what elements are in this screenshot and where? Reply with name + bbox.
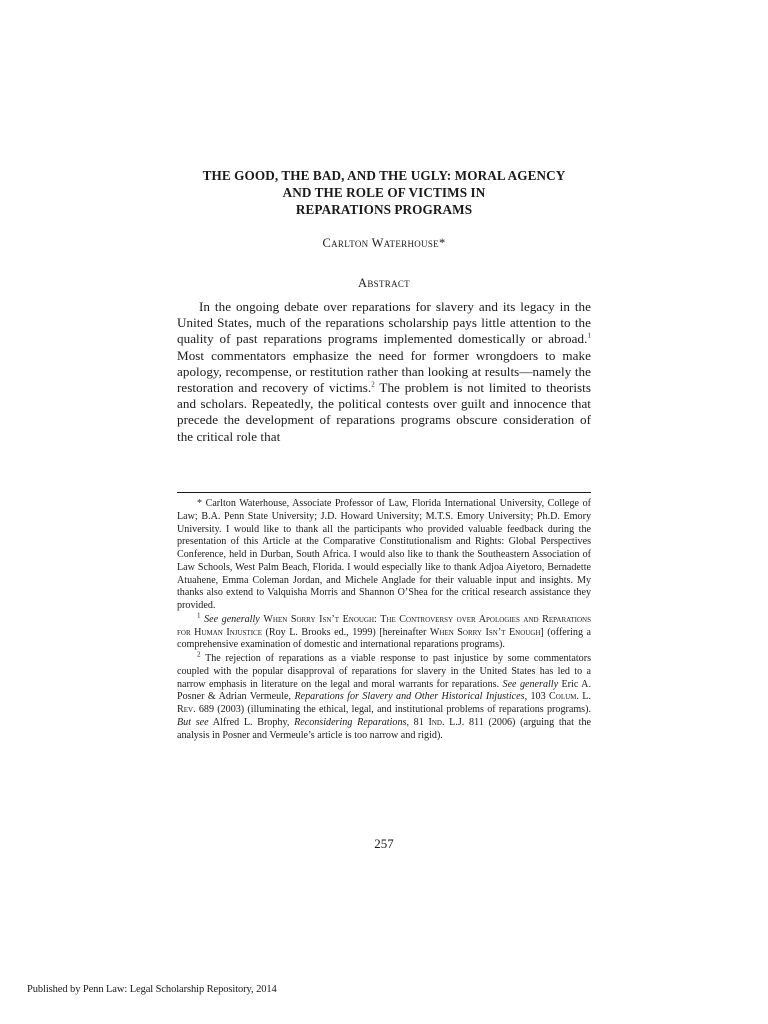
abstract-heading: Abstract [358, 276, 410, 290]
footnote-2-signal-1: See generally [502, 678, 559, 690]
footnote-2-text-g: 811 (2006) (arguing that the analysis in Posner and Vermeule’s article is too narrow and rigid). [177, 716, 591, 741]
footnote-ref-2[interactable]: 2 [371, 380, 375, 389]
page-number: 257 [374, 836, 394, 851]
footnote-2-article-1: Reparations for Slavery and Other Historical Injustices [294, 691, 525, 703]
footnote-star: * Carlton Waterhouse, Associate Professor of Law, Florida International University, College of Law; B.A. Penn State University; J.D. Howard University; M.T.S. Emory University; Ph.D. Emory University. I would like to thank all the participants who provided valuable feedback during the presentation of this Article at the Comparative Constitutionalism and Rights: Global Perspectives Conference, held in Durban, South Africa. I would also like to thank the Southeastern Association of Law Schools, West Palm Beach, Florida. I would especially like to thank Adjoa Aiyetoro, Bernadette Atuahene, Emma Coleman Jordan, and Michele Anglade for their valuable input and insights. My thanks also extend to Valquisha Morris and Shannon O’Shea for the critical research assistance they provided. [177, 498, 591, 611]
footnote-2-text-f: , 81 [406, 716, 429, 728]
footnote-1-short-title: When Sorry Isn’t Enough [429, 626, 541, 638]
footnote-2-journal-1: Colum. L. Rev. [177, 691, 591, 715]
footnote-2-article-2: Reconsidering Reparations [294, 716, 407, 728]
footnote-2 [177, 650, 591, 742]
footnote-2-text-a: The rejection of reparations as a viable response to past injustice by some commentators coupled with the popular disapproval of reparations for slavery in the United States has led to a narrow emphasis in literature on the legal and moral warrants for reparations. [177, 653, 591, 690]
footnote-divider [177, 492, 591, 493]
footnotes [177, 498, 591, 743]
abstract-paragraph [177, 299, 591, 445]
title-line-2: AND THE ROLE OF VICTIMS IN [282, 185, 486, 200]
footnote-1-parenthetical: ] (offering a comprehensive examination of domestic and international reparations programs). [177, 626, 591, 651]
footnote-1-signal: See generally [204, 613, 260, 625]
footnote-2-text-b: Eric A. Posner & Adrian Vermeule, [177, 678, 591, 703]
publisher-footer: Published by Penn Law: Legal Scholarship Repository, 2014 [27, 984, 277, 995]
article-title [150, 167, 618, 218]
footnote-1-book-title: When Sorry Isn’t Enough: The Controversy over Apologies and Reparations for Human Injustice [177, 613, 592, 638]
footnote-1-text: (Roy L. Brooks ed., 1999) [hereinafter [261, 626, 430, 638]
footnote-2-signal-2: But see [177, 716, 209, 728]
footnote-2-text-c: , 103 [524, 691, 550, 703]
abstract-text-1: In the ongoing debate over reparations for slavery and its legacy in the United States, much of the reparations scholarship pays little attention to the quality of past reparations programs implemented domestically or abroad. [177, 299, 591, 347]
author-name: Carlton Waterhouse* [322, 236, 446, 250]
footnote-2-number: 2 [197, 650, 201, 659]
footnote-2-text-e: Alfred L. Brophy, [208, 716, 295, 728]
footnote-2-text-d: 689 (2003) (illuminating the ethical, legal, and institutional problems of reparations programs). [195, 704, 591, 715]
title-line-1: THE GOOD, THE BAD, AND THE UGLY: MORAL AGENCY [202, 168, 566, 183]
title-line-3: REPARATIONS PROGRAMS [295, 202, 473, 217]
footnote-2-journal-2: Ind. L.J. [428, 716, 465, 728]
footnote-1 [177, 611, 592, 652]
footnote-ref-1[interactable]: 1 [587, 332, 591, 341]
abstract-text-3: The problem is not limited to theorists and scholars. Repeatedly, the political contests over guilt and innocence that precede the development of reparations programs obscure consideration of the critical role that [177, 380, 591, 444]
abstract-text-2: Most commentators emphasize the need for former wrongdoers to make apology, recompense, or restitution rather than looking at results—namely the restoration and recovery of victims. [177, 347, 591, 396]
footnote-1-number: 1 [197, 611, 201, 620]
